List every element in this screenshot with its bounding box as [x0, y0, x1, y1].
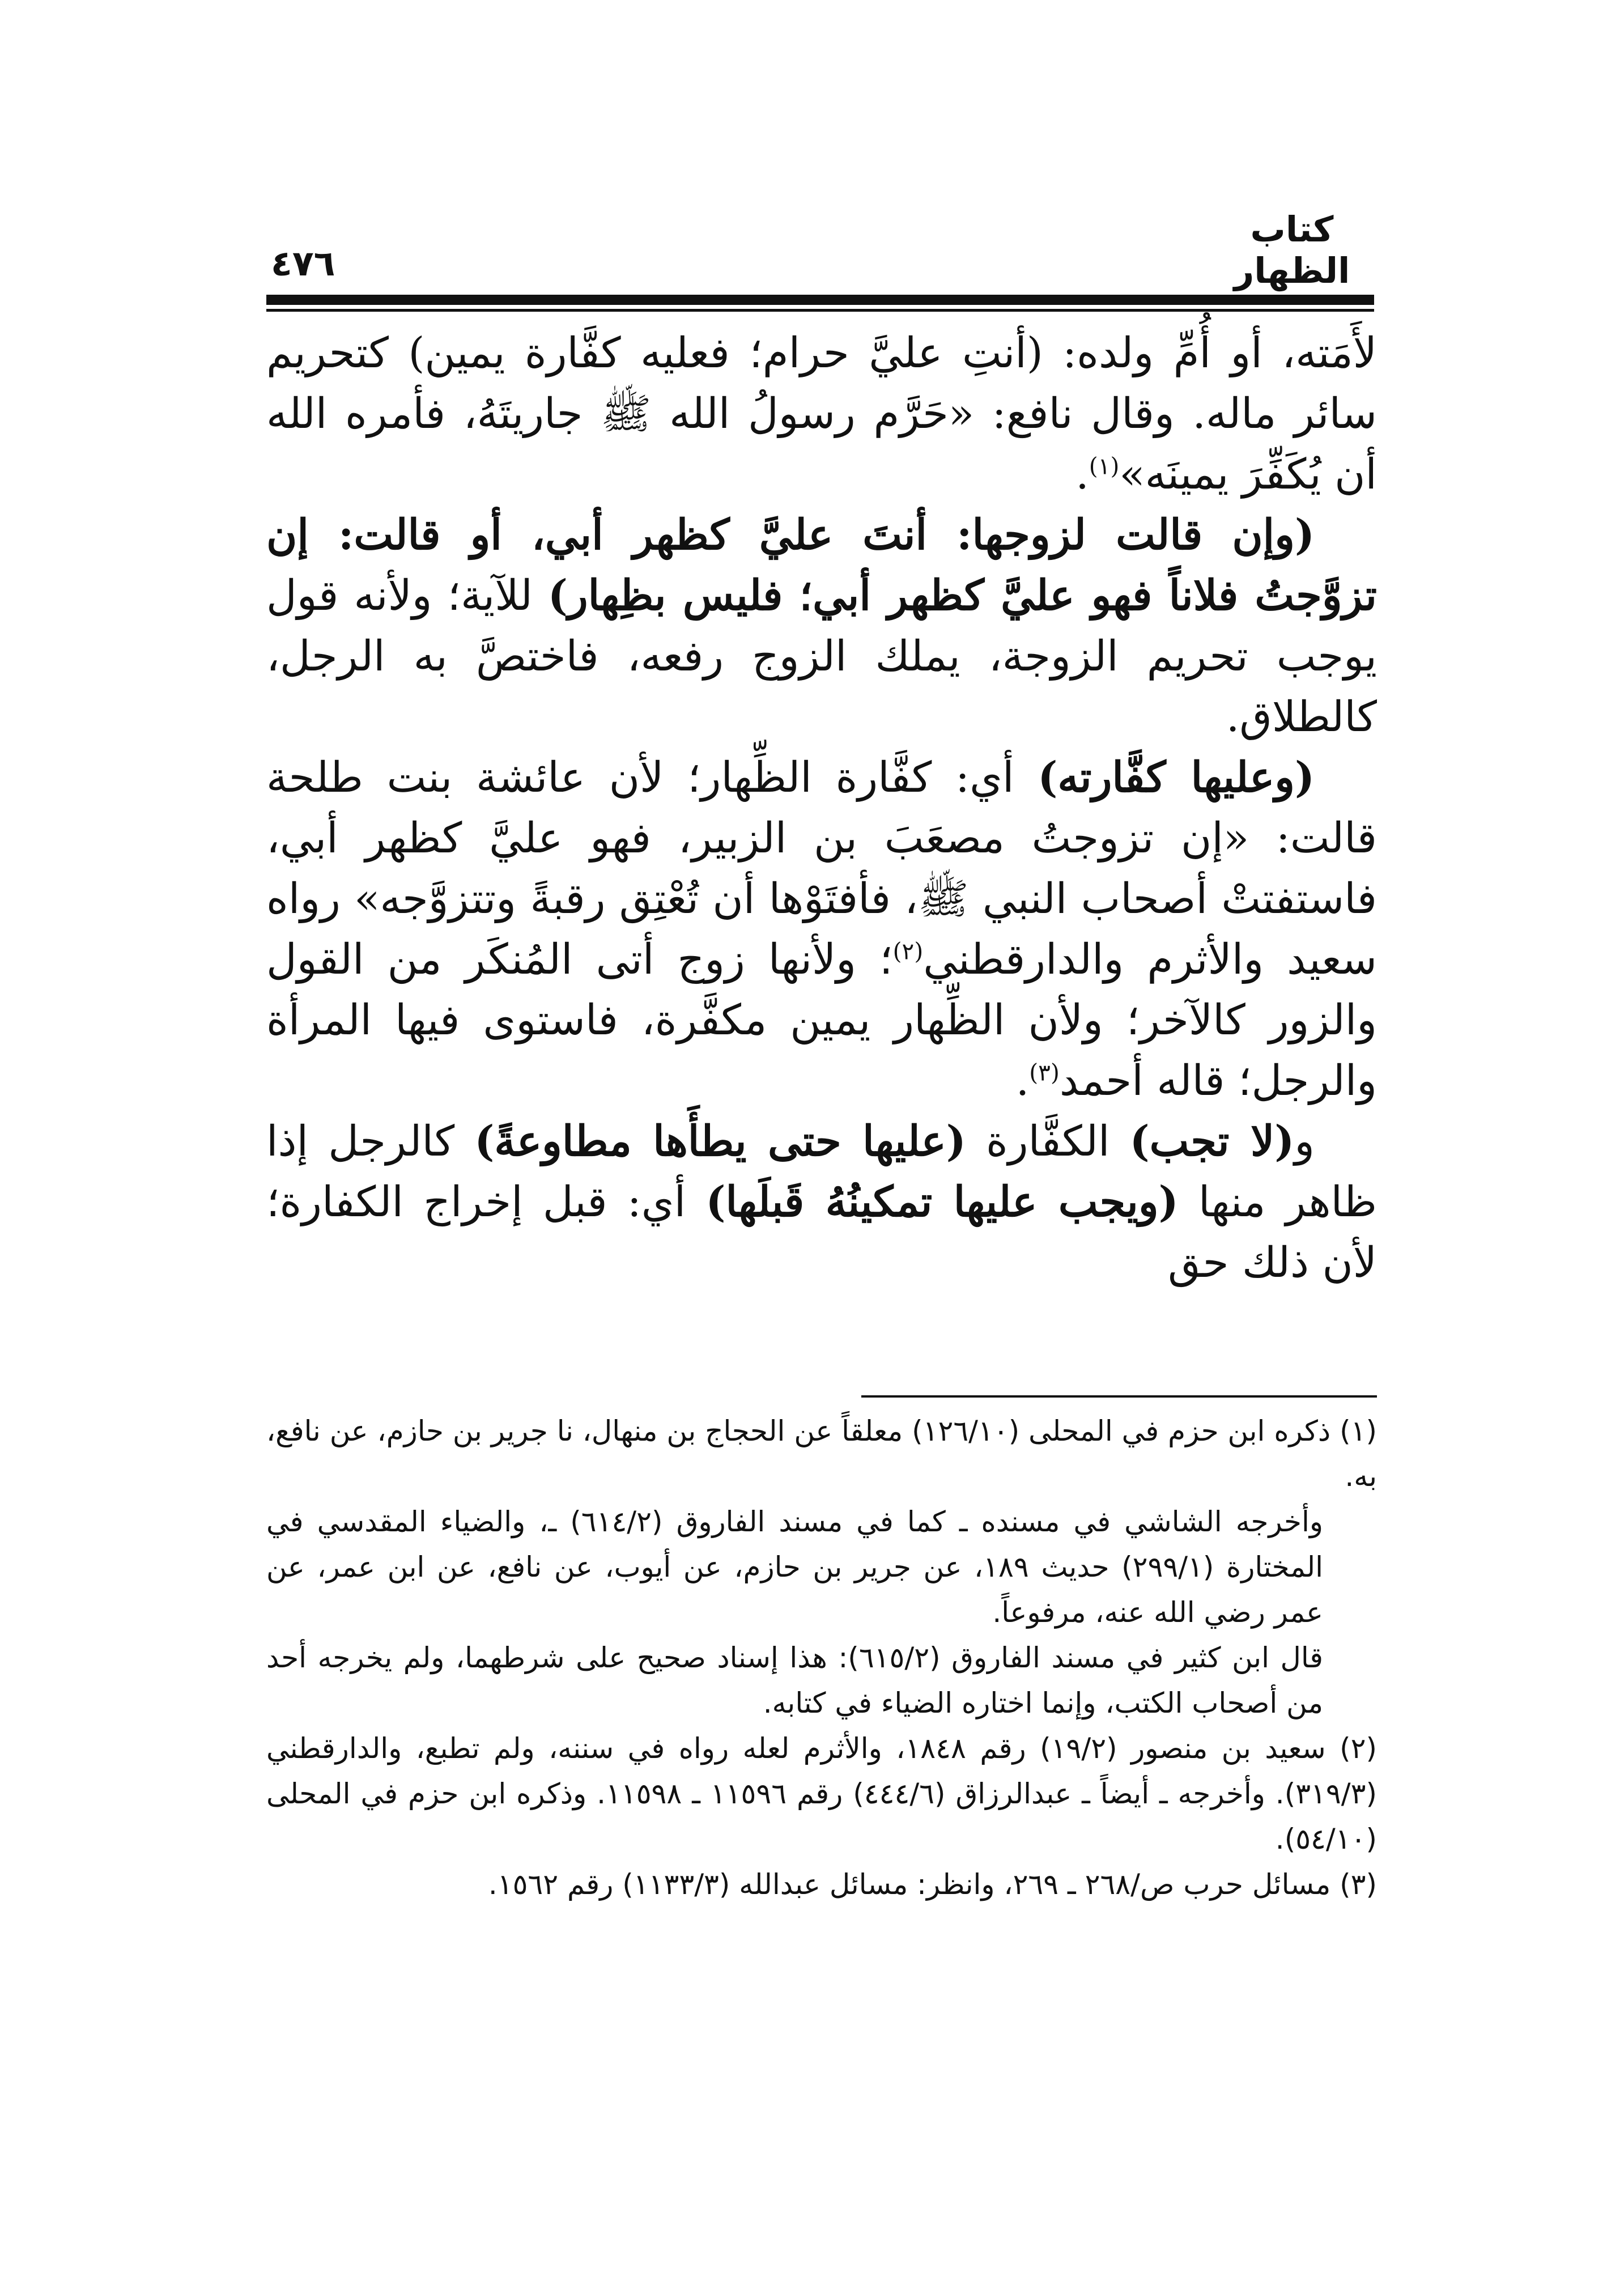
sharh-text: أي: قبل إخراج الكفارة؛ لأن ذلك حق	[266, 1178, 1377, 1287]
sharh-text: كالرجل إذا ظاهر منها	[266, 1117, 1377, 1226]
sharh-text: .	[1075, 450, 1089, 499]
header-rule-thick	[266, 295, 1374, 305]
footnotes	[266, 1408, 1377, 1907]
sharh-text: و	[1294, 1117, 1315, 1166]
sharh-text: ؛ ولأنها زوج أتى المُنكَر من القول والزور كالآخر؛ ولأن الظِّهار يمين مكفَّرة، فاستوى فيها المرأة والرجل؛ قاله أحمد	[266, 935, 1377, 1105]
body-paragraph	[266, 1111, 1377, 1293]
matn-text: (وعليها كفَّارته)	[1038, 753, 1315, 802]
sharh-text: لأَمَته، أو أُمِّ ولده: (أنتِ عليَّ حرام؛ فعليه كفَّارة يمين) كتحريم سائر ماله. وقال نافع: «حَرَّم رسولُ الله ﷺ جاريتَهُ، فأمره الله أن يُكَفِّرَ يمينَه»	[266, 329, 1377, 499]
footnote: (٢) سعيد بن منصور (١٩/٢) رقم ١٨٤٨، والأثرم لعله رواه في سننه، ولم تطبع، والدارقطني (٣١٩/٣). وأخرجه ـ أيضاً ـ عبدالرزاق (٤٤٤/٦) رقم ١١٥٩٦ ـ ١١٥٩٨. وذكره ابن حزم في المحلى (٥٤/١٠).	[266, 1732, 1377, 1855]
sharh-text: الكفَّارة	[966, 1117, 1130, 1166]
footnote-marker: (٣)	[1029, 1059, 1060, 1086]
page-number: ٤٧٦	[271, 243, 335, 284]
matn-text: (لا تجب)	[1129, 1117, 1295, 1166]
footnote-marker: (١)	[1089, 452, 1120, 480]
running-title: كتاب الظهار	[1234, 209, 1350, 291]
body-paragraph	[266, 505, 1377, 748]
header-rule-thin	[266, 309, 1374, 312]
footnote-separator	[861, 1395, 1377, 1398]
sharh-text: للآية؛ ولأنه قول يوجب تحريم الزوجة، يملك الزوج رفعه، فاختصَّ به الرجل، كالطلاق.	[266, 571, 1377, 741]
footnote: قال ابن كثير في مسند الفاروق (٦١٥/٢): هذا إسناد صحيح على شرطهما، ولم يخرجه أحد من أصحاب الكتب، وإنما اختاره الضياء في كتابه.	[266, 1641, 1323, 1719]
footnote-marker: (٢)	[892, 937, 924, 965]
matn-text: (عليها حتى يطأَها مطاوعةً)	[474, 1117, 966, 1166]
matn-text: (ويجب عليها تمكينُهُ قَبلَها)	[705, 1178, 1179, 1226]
footnote: (١) ذكره ابن حزم في المحلى (١٢٦/١٠) معلقاً عن الحجاج بن منهال، نا جرير بن حازم، عن نافع، به.	[266, 1415, 1377, 1493]
main-text	[266, 323, 1377, 1293]
footnote: وأخرجه الشاشي في مسنده ـ كما في مسند الفاروق (٦١٤/٢) ـ، والضياء المقدسي في المختارة (٢٩٩/١) حديث ١٨٩، عن جرير بن حازم، عن أيوب، عن نافع، عن ابن عمر، عن عمر رضي الله عنه، مرفوعاً.	[266, 1505, 1324, 1629]
sharh-text: أي: كفَّارة الظِّهار؛ لأن عائشة بنت طلحة قالت: «إن تزوجتُ مصعَبَ بن الزبير، فهو عليَّ كظهر أبي، فاستفتتْ أصحاب النبي ﷺ، فأفتَوْها أن تُعْتِق رقبةً وتتزوَّجه» رواه سعيد والأثرم والدارقطني	[266, 753, 1377, 984]
body-paragraph	[266, 323, 1377, 505]
matn-text: (وإن قالت لزوجها: أنتَ عليَّ كظهر أبي، أو قالت: إن تزوَّجتُ فلاناً فهو عليَّ كظهر أبي؛ فليس بظِهار)	[266, 511, 1377, 620]
body-paragraph	[266, 748, 1377, 1111]
footnote: (٣) مسائل حرب ص/٢٦٨ ـ ٢٦٩، وانظر: مسائل عبدالله (١١٣٣/٣) رقم ١٥٦٢.	[488, 1868, 1377, 1901]
sharh-text: .	[1015, 1056, 1030, 1105]
